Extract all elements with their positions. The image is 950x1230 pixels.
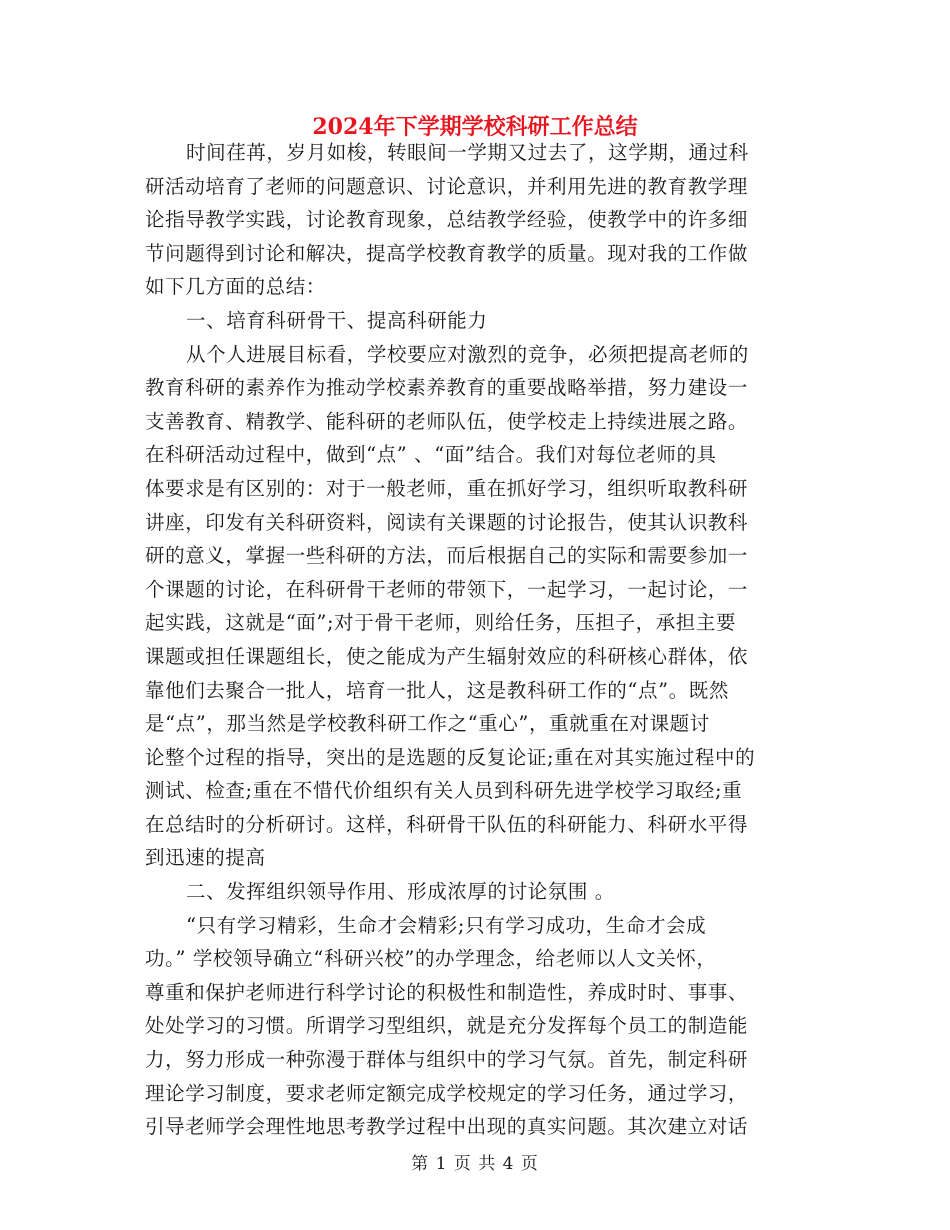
body-text-line: 研的意义，掌握一些科研的方法，而后根据自己的实际和需要参加一: [145, 544, 749, 568]
body-text-line: 个课题的讨论，在科研骨干老师的带领下，一起学习，一起讨论，一: [145, 577, 749, 601]
body-text-line: 时间荏苒，岁月如梭，转眼间一学期又过去了，这学期，通过科: [186, 141, 749, 164]
body-text-line: 在科研活动过程中，做到“点” 、“面”结合。我们对每位老师的具: [145, 443, 717, 467]
body-text-line: 是“点”，那当然是学校教科研工作之“重心”，重就重在对课题讨: [145, 712, 710, 736]
body-text-line: 尊重和保护老师进行科学讨论的积极性和制造性，养成时时、事事、: [145, 980, 749, 1004]
document-body: [145, 136, 805, 1144]
body-text-line: 力，努力形成一种弥漫于群体与组织中的学习气氛。首先，制定科研: [145, 1048, 749, 1072]
body-text-line: 论整个过程的指导，突出的是选题的反复论证;重在对其实施过程中的: [145, 745, 756, 769]
body-text-line: 体要求是有区别的：对于一般老师，重在抓好学习，组织听取教科研: [145, 476, 749, 500]
body-text-line: 课题或担任课题组长，使之能成为产生辐射效应的科研核心群体，依: [145, 644, 749, 668]
document-title: 2024年下学期学校科研工作总结: [312, 114, 638, 140]
body-text-line: 靠他们去聚合一批人，培育一批人，这是教科研工作的“点”。既然: [145, 678, 729, 702]
body-text-line: 处处学习的习惯。所谓学习型组织，就是充分发挥每个员工的制造能: [145, 1014, 749, 1038]
body-text-line: 到迅速的提高: [145, 846, 266, 870]
body-text-line: 教育科研的素养作为推动学校素养教育的重要战略举措，努力建设一: [145, 376, 749, 400]
body-text-line: 讲座，印发有关科研资料，阅读有关课题的讨论报告，使其认识教科: [145, 510, 749, 534]
body-text-line: 起实践，这就是“面”;对于骨干老师，则给任务，压担子，承担主要: [145, 611, 737, 635]
body-text-line: 节问题得到讨论和解决，提高学校教育教学的质量。现对我的工作做: [145, 241, 749, 265]
body-text-line: 一、培育科研骨干、提高科研能力: [186, 308, 488, 332]
body-text-line: 测试、检查;重在不惜代价组织有关人员到科研先进学校学习取经;重: [145, 779, 743, 803]
body-text-line: 论指导教学实践，讨论教育现象，总结教学经验，使教学中的许多细: [145, 208, 749, 232]
body-text-line: “只有学习精彩，生命才会精彩;只有学习成功，生命才会成: [186, 913, 707, 937]
body-text-line: 引导老师学会理性地思考教学过程中出现的真实问题。其次建立对话: [145, 1115, 749, 1139]
body-text-line: 从个人进展目标看，学校要应对激烈的竞争，必须把提高老师的: [186, 342, 749, 366]
body-text-line: 功。” 学校领导确立“科研兴校”的办学理念，给老师以人文关怀，: [145, 947, 717, 971]
page-footer: 第 1 页 共 4 页: [411, 1154, 539, 1174]
body-text-line: 研活动培育了老师的问题意识、讨论意识，并利用先进的教育教学理: [145, 174, 749, 198]
body-text-line: 如下几方面的总结：: [145, 275, 326, 299]
body-text-line: 理论学习制度，要求老师定额完成学校规定的学习任务，通过学习，: [145, 1081, 749, 1105]
body-text-line: 支善教育、精教学、能科研的老师队伍，使学校走上持续进展之路。: [145, 409, 749, 433]
body-text-line: 二、发挥组织领导作用、形成浓厚的讨论氛围 。: [186, 880, 615, 904]
body-text-line: 在总结时的分析研讨。这样，科研骨干队伍的科研能力、科研水平得: [145, 812, 749, 836]
